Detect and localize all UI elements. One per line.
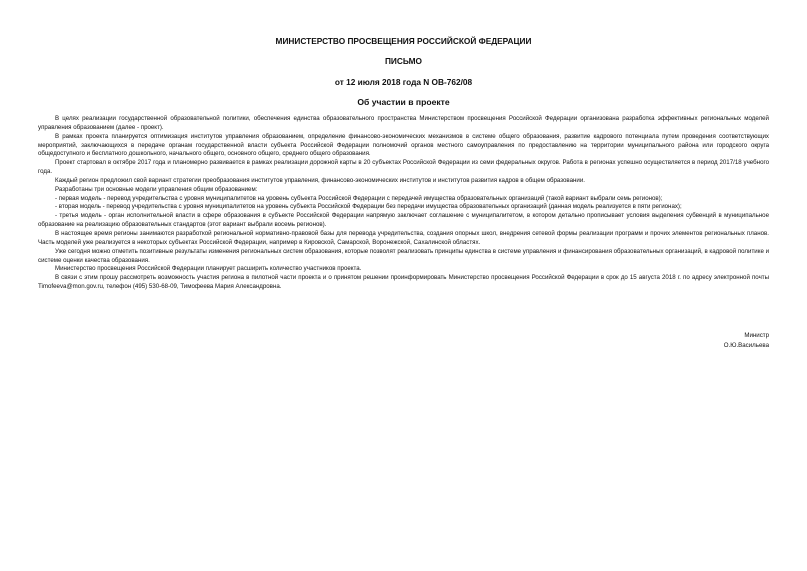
ministry-heading: МИНИСТЕРСТВО ПРОСВЕЩЕНИЯ РОССИЙСКОЙ ФЕДЕРАЦИИ — [275, 36, 532, 46]
subject-heading: Об участии в проекте — [357, 97, 450, 107]
date-number-heading: от 12 июля 2018 года N ОВ-762/08 — [334, 77, 473, 87]
list-item-model-3: - третья модель - орган исполнительной власти в сфере образования в субъекте Российской Федерации напрямую заключает соглашение с муниципалитетом, в котором детально прописывает условия выделения субвенций в муниципальное образование на реализацию образовательных стандартов (этот вариант выбрали восемь регионов). — [38, 212, 769, 229]
signature-block — [724, 331, 769, 350]
paragraph: В рамках проекта планируется оптимизация институтов управления образованием, определение финансово-экономических механизмов в системе общего образования, развитие кадрового потенциала путем проведения соответствующих мероприятий, заключающихся в передаче органам государственной власти субъекта Российской Федерации полномочий органов местного самоуправления по предоставлению на территории муниципального района или городского округа общедоступного и бесплатного дошкольного, начального общего, основного общего, среднего общего образования. — [38, 132, 769, 158]
paragraph: Проект стартовал в октябре 2017 года и планомерно развивается в рамках реализации дорожной карты в 20 субъектах Российской Федерации из семи федеральных округов. Работа в регионах успешно осуществляется в период 2017/18 учебного года. — [38, 159, 769, 176]
letter-body — [38, 115, 769, 292]
paragraph: В настоящее время регионы занимаются разработкой региональной нормативно-правовой базы для перевода учредительства, создания опорных школ, внедрения сетевой формы реализации программ и прочих элементов региональных планов. Часть моделей уже реализуется в некоторых субъектах Российской Федерации, например в Кировской, Самарской, Воронежской, Сахалинской областях. — [38, 229, 769, 246]
paragraph: В связи с этим прошу рассмотреть возможность участия региона в пилотной части проекта и о принятом решении проинформировать Министерство просвещения Российской Федерации в срок до 15 августа 2018 г. по адресу электронной почты Timofeeva@mon.gov.ru, телефон (495) 530-68-09, Тимофеева Мария Александровна. — [38, 274, 769, 291]
list-item-model-1: - первая модель - перевод учредительства с уровня муниципалитетов на уровень субъекта Российской Федерации с передачей имущества образовательных организаций (такой вариант выбрали семь регионов); — [55, 194, 663, 202]
document-type-heading: ПИСЬМО — [384, 56, 423, 66]
signatory-name: О.Ю.Васильева — [723, 341, 769, 349]
list-item-model-2: - вторая модель - перевод учредительства с уровня муниципалитетов на уровень субъекта Российской Федерации без передачи имущества образовательных организаций (данная модель реализуется в пяти регионах); — [55, 203, 682, 211]
paragraph: В целях реализации государственной образовательной политики, обеспечения единства образовательного пространства Министерством просвещения Российской Федерации организована разработка эффективных региональных моделей управления образованием (далее - проект). — [38, 115, 769, 131]
paragraph: Каждый регион предложил свой вариант стратегии преобразования институтов управления, финансово-экономических институтов и институтов развития кадров в общем образовании. — [55, 176, 585, 184]
paragraph: Министерство просвещения Российской Федерации планирует расширить количество участников проекта. — [55, 265, 362, 273]
paragraph: Уже сегодня можно отметить позитивные результаты изменения региональных систем образования, которые позволят реализовать принципы единства в системе управления и финансирования образовательных организаций, в кадровой политике и системе оценки качества образования. — [38, 247, 769, 264]
signatory-position: Министр — [744, 332, 769, 339]
paragraph: Разработаны три основные модели управления общим образованием: — [55, 185, 258, 193]
